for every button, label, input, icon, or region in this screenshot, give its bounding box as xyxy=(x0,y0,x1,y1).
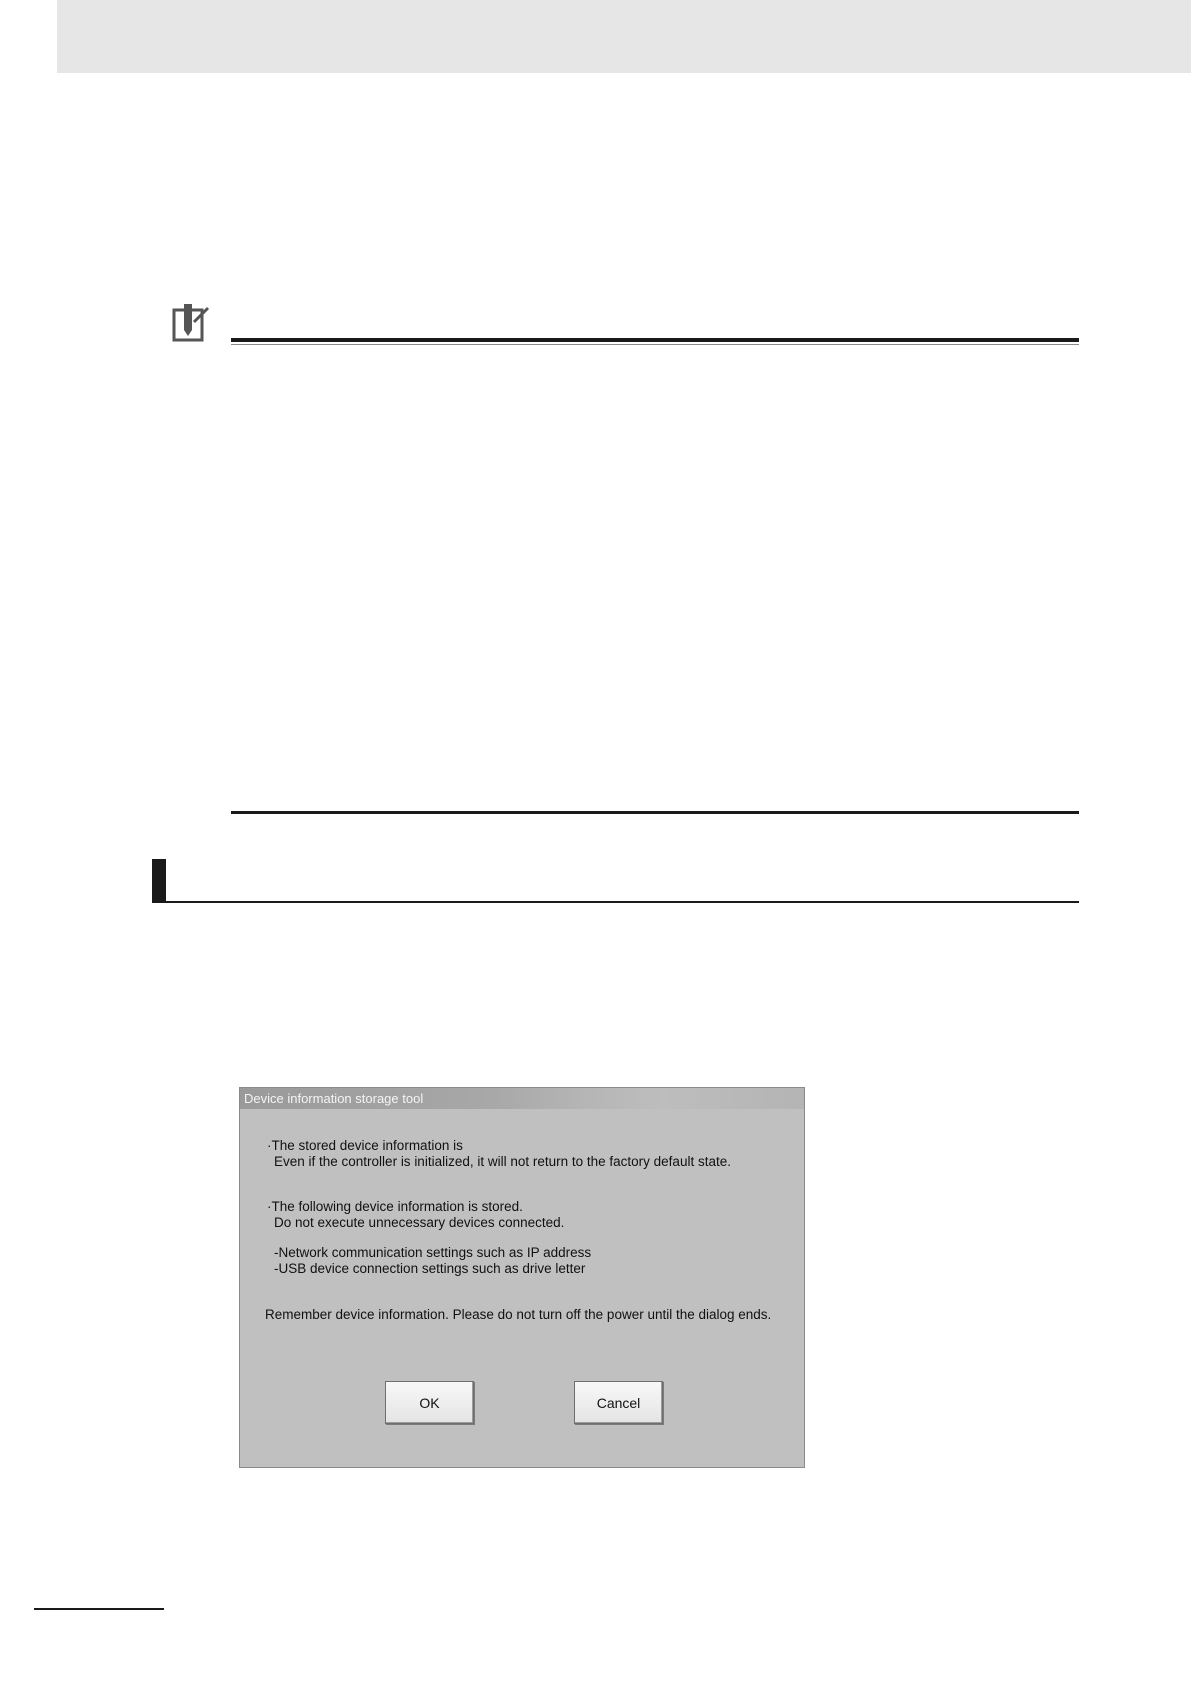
footer-rule xyxy=(34,1608,164,1610)
pencil-check-icon xyxy=(172,300,212,344)
precaution-top-rule-thin xyxy=(231,344,1079,345)
dialog-line-6: -USB device connection settings such as drive letter xyxy=(274,1261,586,1276)
precaution-top-rule xyxy=(231,338,1079,342)
section-heading-rule xyxy=(152,901,1079,903)
dialog-line-1: ·The stored device information is xyxy=(267,1138,463,1153)
device-info-dialog xyxy=(239,1087,805,1468)
precaution-bottom-rule xyxy=(231,811,1079,814)
ok-button[interactable]: OK xyxy=(385,1381,474,1424)
dialog-titlebar[interactable] xyxy=(240,1088,804,1109)
dialog-line-4: Do not execute unnecessary devices connected. xyxy=(274,1215,565,1230)
dialog-line-2: Even if the controller is initialized, it will not return to the factory default state. xyxy=(274,1154,731,1169)
section-heading-marker xyxy=(152,859,166,902)
dialog-title: Device information storage tool xyxy=(244,1091,424,1106)
dialog-line-5: -Network communication settings such as IP address xyxy=(274,1245,592,1260)
page-header-band xyxy=(57,0,1191,73)
dialog-line-3: ·The following device information is stored. xyxy=(267,1199,523,1214)
dialog-line-7: Remember device information. Please do not turn off the power until the dialog ends. xyxy=(265,1307,772,1322)
cancel-button[interactable]: Cancel xyxy=(574,1381,663,1424)
